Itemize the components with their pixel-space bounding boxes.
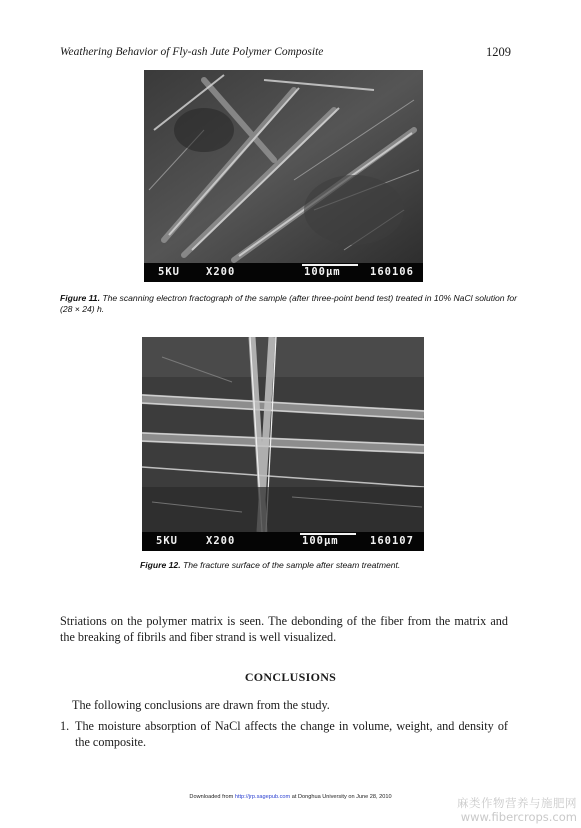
sem-info-bar [144, 263, 423, 282]
sem-micrograph-fracture [142, 337, 424, 532]
section-heading-conclusions: CONCLUSIONS [244, 670, 337, 684]
caption-text: The fracture surface of the sample after steam treatment. [182, 560, 401, 570]
figure-11-caption [60, 293, 520, 315]
figure-12-caption [140, 560, 460, 571]
running-title: Weathering Behavior of Fly-ash Jute Polymer Composite [60, 46, 324, 58]
footer-suffix: at Donghua University on June 28, 2010 [291, 794, 392, 800]
sem-scale-label: 100µm [302, 535, 339, 547]
body-paragraph: Striations on the polymer matrix is seen. The debonding of the fiber from the matrix and the breaking of fibrils and fiber strand is well visualized. [60, 614, 508, 644]
sem-image-id: 160107 [370, 535, 414, 547]
sem-magnification: X200 [206, 535, 236, 547]
caption-text: The scanning electron fractograph of the sample (after three-point bend test) treated in 10% NaCl solution for (28 × 24) h. [60, 293, 517, 314]
figure-11-image [144, 70, 423, 282]
watermark-chinese: 麻类作物营养与施肥网 [457, 796, 577, 810]
figure-12-image [142, 337, 424, 551]
sem-info-bar [142, 532, 424, 551]
conclusions-intro: The following conclusions are drawn from the study. [72, 698, 330, 712]
sem-voltage: 5KU [158, 266, 180, 278]
footer-link[interactable]: http://jrp.sagepub.com [234, 794, 291, 800]
page-number: 1209 [486, 45, 511, 59]
watermark-url: www.fibercrops.com [460, 810, 577, 824]
list-item-text: The moisture absorption of NaCl affects the change in volume, weight, and density of the composite. [75, 719, 508, 749]
list-item-number: 1. [60, 719, 70, 733]
sem-magnification: X200 [206, 266, 236, 278]
site-watermark [457, 796, 577, 824]
caption-label: Figure 12. [140, 560, 181, 570]
sem-voltage: 5KU [156, 535, 178, 547]
sem-micrograph-fibers [144, 70, 423, 263]
caption-label: Figure 11. [60, 293, 100, 303]
footer-prefix: Downloaded from [189, 794, 234, 800]
sem-scale-label: 100µm [304, 266, 341, 278]
sem-image-id: 160106 [370, 266, 414, 278]
